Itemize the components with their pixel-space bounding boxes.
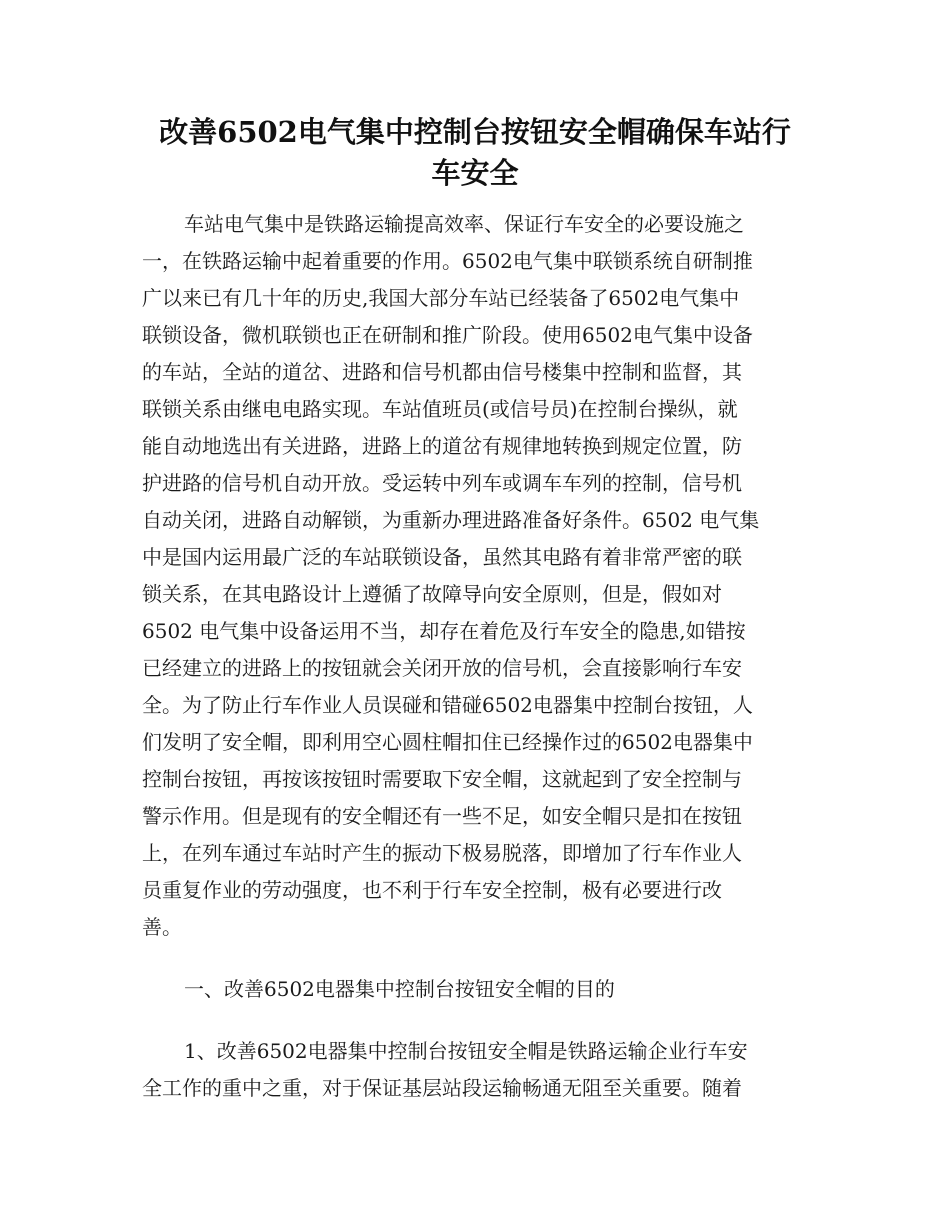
document-title bbox=[120, 112, 830, 194]
paragraph-line: 控制台按钮，再按该按钮时需要取下安全帽，这就起到了安全控制与 bbox=[142, 767, 742, 791]
paragraph-line: 广以来已有几十年的历史,我国大部分车站已经装备了6502电气集中 bbox=[142, 286, 740, 310]
paragraph-line: 上，在列车通过车站时产生的振动下极易脱落，即增加了行车作业人 bbox=[142, 841, 742, 865]
paragraph-line: 联锁关系由继电电路实现。车站值班员(或信号员)在控制台操纵，就 bbox=[142, 397, 738, 421]
paragraph-line: 6502 电气集中设备运用不当，却存在着危及行车安全的隐患,如错按 bbox=[142, 619, 746, 643]
paragraph-line: 联锁设备，微机联锁也正在研制和推广阶段。使用6502电气集中设备 bbox=[142, 323, 753, 347]
paragraph-line: 警示作用。但是现有的安全帽还有一些不足，如安全帽只是扣在按钮 bbox=[142, 804, 742, 828]
paragraph-line: 的车站，全站的道岔、进路和信号机都由信号楼集中控制和监督，其 bbox=[142, 360, 742, 384]
paragraph-line: 已经建立的进路上的按钮就会关闭开放的信号机，会直接影响行车安 bbox=[142, 656, 742, 680]
paragraph-line: 全。为了防止行车作业人员误碰和错碰6502电器集中控制台按钮，人 bbox=[142, 693, 753, 717]
paragraph-line: 自动关闭，进路自动解锁，为重新办理进路准备好条件。6502 电气集 bbox=[142, 508, 760, 532]
paragraph-line: 1、改善6502电器集中控制台按钮安全帽是铁路运输企业行车安 bbox=[184, 1039, 748, 1063]
paragraph-line: 能自动地选出有关进路，进路上的道岔有规律地转换到规定位置，防 bbox=[142, 434, 742, 458]
paragraph-line: 护进路的信号机自动开放。受运转中列车或调车车列的控制，信号机 bbox=[142, 471, 742, 495]
section-heading: 一、改善6502电器集中控制台按钮安全帽的目的 bbox=[184, 977, 615, 1001]
paragraph-line: 锁关系，在其电路设计上遵循了故障导向安全原则，但是，假如对 bbox=[142, 582, 722, 606]
paragraph-line: 车站电气集中是铁路运输提高效率、保证行车安全的必要设施之 bbox=[184, 212, 744, 236]
title-line: 车安全 bbox=[431, 156, 519, 190]
paragraph-line: 们发明了安全帽，即利用空心圆柱帽扣住已经操作过的6502电器集中 bbox=[142, 730, 753, 754]
paragraph-line: 员重复作业的劳动强度，也不利于行车安全控制，极有必要进行改 bbox=[142, 878, 722, 902]
document-body bbox=[142, 206, 822, 1107]
intro-paragraph bbox=[142, 206, 822, 946]
section1-paragraph bbox=[142, 1033, 822, 1107]
title-line: 改善6502电气集中控制台按钮安全帽确保车站行 bbox=[159, 115, 791, 149]
paragraph-line: 一，在铁路运输中起着重要的作用。6502电气集中联锁系统自研制推 bbox=[142, 249, 753, 273]
paragraph-line: 善。 bbox=[142, 915, 182, 939]
paragraph-line: 中是国内运用最广泛的车站联锁设备，虽然其电路有着非常严密的联 bbox=[142, 545, 742, 569]
paragraph-line: 全工作的重中之重，对于保证基层站段运输畅通无阻至关重要。随着 bbox=[142, 1076, 742, 1100]
